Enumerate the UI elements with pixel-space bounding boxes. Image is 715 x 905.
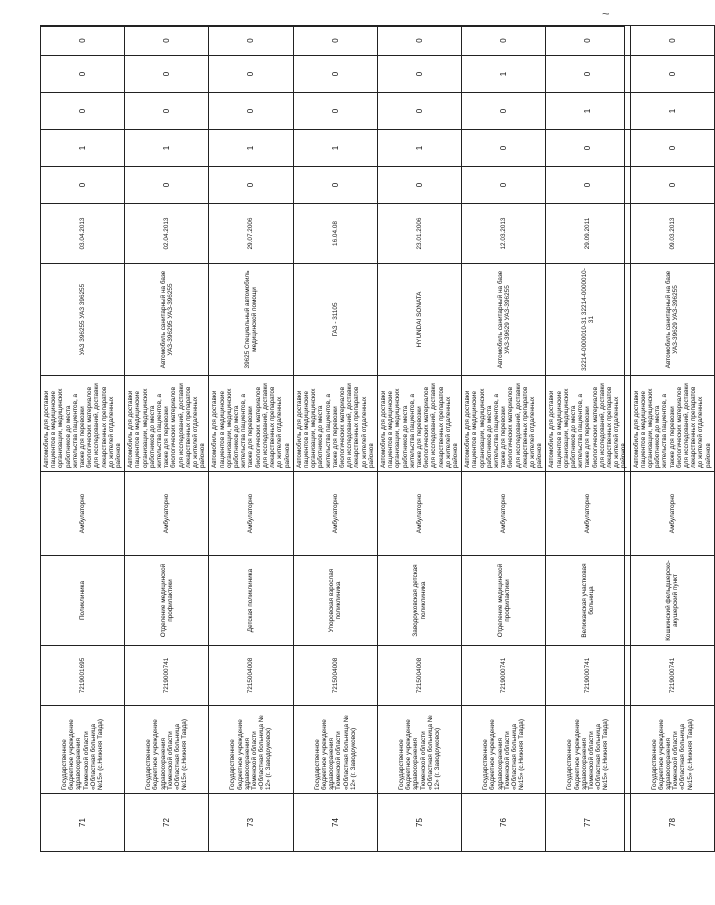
table-row — [209, 26, 293, 852]
purpose-cell: Автомобиль для доставки пациентов в медицинские организации, медицинских работников до места жительства пациентов, а также для перевозки биологических материалов для исследований, доставки лекарственных препаратов до жителей отдаленных районов — [630, 376, 714, 472]
count-cell-5: 0 — [462, 26, 546, 56]
count-cell-4: 1 — [462, 56, 546, 93]
code-cell: 7219000741 — [462, 646, 546, 706]
count-cell-4: 0 — [630, 56, 714, 93]
count-cell-5: 0 — [630, 26, 714, 56]
count-cell-1: 0 — [462, 167, 546, 204]
count-cell-3: 0 — [41, 93, 125, 130]
care-type-cell: Амбулаторно — [293, 472, 377, 556]
table-row — [546, 26, 630, 852]
vehicle-table — [40, 25, 715, 852]
count-cell-4: 0 — [41, 56, 125, 93]
table-body — [41, 26, 715, 852]
row-number-cell: 71 — [41, 794, 125, 852]
code-cell: 7215004008 — [209, 646, 293, 706]
row-number-cell: 77 — [546, 794, 630, 852]
vehicle-cell: 39625 Специальный автомобиль медицинской помощи — [209, 264, 293, 376]
unit-cell: Упоровская взрослая поликлиника — [293, 556, 377, 646]
count-cell-1: 0 — [293, 167, 377, 204]
unit-cell: Велижанская участковая больница — [546, 556, 630, 646]
count-cell-1: 0 — [546, 167, 630, 204]
count-cell-2: 1 — [41, 130, 125, 167]
organization-cell: Государственное бюджетное учреждение здравоохранения Тюменской области «Областная больница № 12» (г. Заводоуковск) — [209, 706, 293, 794]
organization-cell: Государственное бюджетное учреждение здравоохранения Тюменской области «Областная больница №15» (с.Нижняя Тавда) — [125, 706, 209, 794]
table-row — [125, 26, 209, 852]
purpose-cell: Автомобиль для доставки пациентов в медицинские организации, медицинских работников до места жительства пациентов, а также для перевозки биологических материалов для исследований, доставки лекарственных препаратов до жителей отдаленных районов — [41, 376, 125, 472]
organization-cell: Государственное бюджетное учреждение здравоохранения Тюменской области «Областная больница №15» (с.Нижняя Тавда) — [546, 706, 630, 794]
unit-cell: Поликлиника — [41, 556, 125, 646]
count-cell-1: 0 — [630, 167, 714, 204]
care-type-cell: Амбулаторно — [630, 472, 714, 556]
count-cell-1: 0 — [125, 167, 209, 204]
row-number-cell: 74 — [293, 794, 377, 852]
code-cell: 7219000741 — [546, 646, 630, 706]
unit-cell: Детская поликлиника — [209, 556, 293, 646]
care-type-cell: Амбулаторно — [125, 472, 209, 556]
count-cell-5: 0 — [125, 26, 209, 56]
count-cell-2: 1 — [377, 130, 461, 167]
row-number-cell: 73 — [209, 794, 293, 852]
purpose-cell: Автомобиль для доставки пациентов в медицинские организации, медицинских работников до места жительства пациентов, а также для перевозки биологических материалов для исследований, доставки лекарственных препаратов до жителей отдаленных районов — [209, 376, 293, 472]
care-type-cell: Амбулаторно — [41, 472, 125, 556]
count-cell-5: 0 — [546, 26, 630, 56]
vehicle-cell: 32214-0000010-31 32214-0000010-31 — [546, 264, 630, 376]
table-row — [630, 26, 714, 852]
date-cell: 23.01.2006 — [377, 204, 461, 264]
unit-cell: Отделение медицинской профилактики — [462, 556, 546, 646]
count-cell-2: 1 — [125, 130, 209, 167]
count-cell-3: 0 — [293, 93, 377, 130]
code-cell: 7219000741 — [630, 646, 714, 706]
vehicle-cell: HYUNDAI SONATA — [377, 264, 461, 376]
count-cell-3: 0 — [125, 93, 209, 130]
table-row — [377, 26, 461, 852]
count-cell-2: 1 — [209, 130, 293, 167]
organization-cell: Государственное бюджетное учреждение здравоохранения Тюменской области «Областная больница №15» (с.Нижняя Тавда) — [630, 706, 714, 794]
count-cell-4: 0 — [209, 56, 293, 93]
count-cell-5: 0 — [209, 26, 293, 56]
count-cell-4: 0 — [125, 56, 209, 93]
code-cell: 7215004008 — [293, 646, 377, 706]
date-cell: 03.04.2013 — [41, 204, 125, 264]
purpose-cell: Автомобиль для доставки пациентов в медицинские организации, медицинских работников до места жительства пациентов, а также для перевозки биологических материалов для исследований, доставки лекарственных препаратов до жителей отдаленных районов — [125, 376, 209, 472]
date-cell: 02.04.2013 — [125, 204, 209, 264]
date-cell: 09.03.2013 — [630, 204, 714, 264]
count-cell-5: 0 — [41, 26, 125, 56]
code-cell: 7215004008 — [377, 646, 461, 706]
date-cell: 16.04.08 — [293, 204, 377, 264]
count-cell-1: 0 — [209, 167, 293, 204]
row-number-cell: 76 — [462, 794, 546, 852]
count-cell-2: 0 — [630, 130, 714, 167]
table-row — [462, 26, 546, 852]
unit-cell: Отделение медицинской профилактики — [125, 556, 209, 646]
count-cell-4: 0 — [546, 56, 630, 93]
code-cell: 7219001695 — [41, 646, 125, 706]
organization-cell: Государственное бюджетное учреждение здравоохранения Тюменской области «Областная больница № 12» (г. Заводоуковск) — [293, 706, 377, 794]
count-cell-5: 0 — [377, 26, 461, 56]
table-row — [293, 26, 377, 852]
count-cell-3: 1 — [630, 93, 714, 130]
organization-cell: Государственное бюджетное учреждение здравоохранения Тюменской области «Областная больница №15» (с.Нижняя Тавда) — [41, 706, 125, 794]
scan-mark: ~ — [602, 6, 610, 21]
care-type-cell: Амбулаторно — [377, 472, 461, 556]
vehicle-cell: УАЗ 396255 УАЗ 396255 — [41, 264, 125, 376]
purpose-cell: Автомобиль для доставки пациентов в медицинские организации, медицинских работников до места жительства пациентов, а также для перевозки биологических материалов для исследований, доставки лекарственных препаратов до жителей отдаленных районов — [462, 376, 546, 472]
vehicle-cell: Автомобиль санитарный на базе УАЗ-39629 УАЗ-396255 — [630, 264, 714, 376]
vehicle-cell: Автомобиль санитарный на базе УАЗ-396295 УАЗ-396255 — [125, 264, 209, 376]
care-type-cell: Амбулаторно — [209, 472, 293, 556]
care-type-cell: Амбулаторно — [546, 472, 630, 556]
row-number-cell: 75 — [377, 794, 461, 852]
count-cell-1: 0 — [377, 167, 461, 204]
unit-cell: Заводоуковская детская поликлиника — [377, 556, 461, 646]
count-cell-2: 0 — [462, 130, 546, 167]
unit-cell: Кошкинский фельдшерско-акушерский пункт — [630, 556, 714, 646]
count-cell-4: 0 — [293, 56, 377, 93]
row-number-cell: 78 — [630, 794, 714, 852]
count-cell-3: 0 — [377, 93, 461, 130]
date-cell: 29.09.2011 — [546, 204, 630, 264]
date-cell: 12.03.2013 — [462, 204, 546, 264]
count-cell-3: 0 — [209, 93, 293, 130]
purpose-cell: Автомобиль для доставки пациентов в медицинские организации, медицинских работников до места жительства пациентов, а также для перевозки биологических материалов для исследований, доставки лекарственных препаратов до жителей отдаленных районов — [377, 376, 461, 472]
date-cell: 29.07.2006 — [209, 204, 293, 264]
row-number-cell: 72 — [125, 794, 209, 852]
count-cell-3: 1 — [546, 93, 630, 130]
purpose-cell: Автомобиль для доставки пациентов в медицинские организации, медицинских работников до места жительства пациентов, а также для перевозки биологических материалов для исследований, доставки лекарственных препаратов до жителей отдаленных районов — [546, 376, 630, 472]
organization-cell: Государственное бюджетное учреждение здравоохранения Тюменской области «Областная больница №15» (с.Нижняя Тавда) — [462, 706, 546, 794]
code-cell: 7219000741 — [125, 646, 209, 706]
organization-cell: Государственное бюджетное учреждение здравоохранения Тюменской области «Областная больница № 12» (г. Заводоуковск) — [377, 706, 461, 794]
count-cell-1: 0 — [41, 167, 125, 204]
count-cell-5: 0 — [293, 26, 377, 56]
care-type-cell: Амбулаторно — [462, 472, 546, 556]
count-cell-4: 0 — [377, 56, 461, 93]
count-cell-2: 0 — [546, 130, 630, 167]
vehicle-cell: ГАЗ - 31105 — [293, 264, 377, 376]
count-cell-2: 1 — [293, 130, 377, 167]
vehicle-cell: Автомобиль санитарный на базе УАЗ-39629 УАЗ-396255 — [462, 264, 546, 376]
count-cell-3: 0 — [462, 93, 546, 130]
purpose-cell: Автомобиль для доставки пациентов в медицинские организации, медицинских работников до места жительства пациентов, а также для перевозки биологических материалов для исследований, доставки лекарственных препаратов до жителей отдаленных районов — [293, 376, 377, 472]
table-row — [41, 26, 125, 852]
rotated-page — [40, 26, 712, 852]
